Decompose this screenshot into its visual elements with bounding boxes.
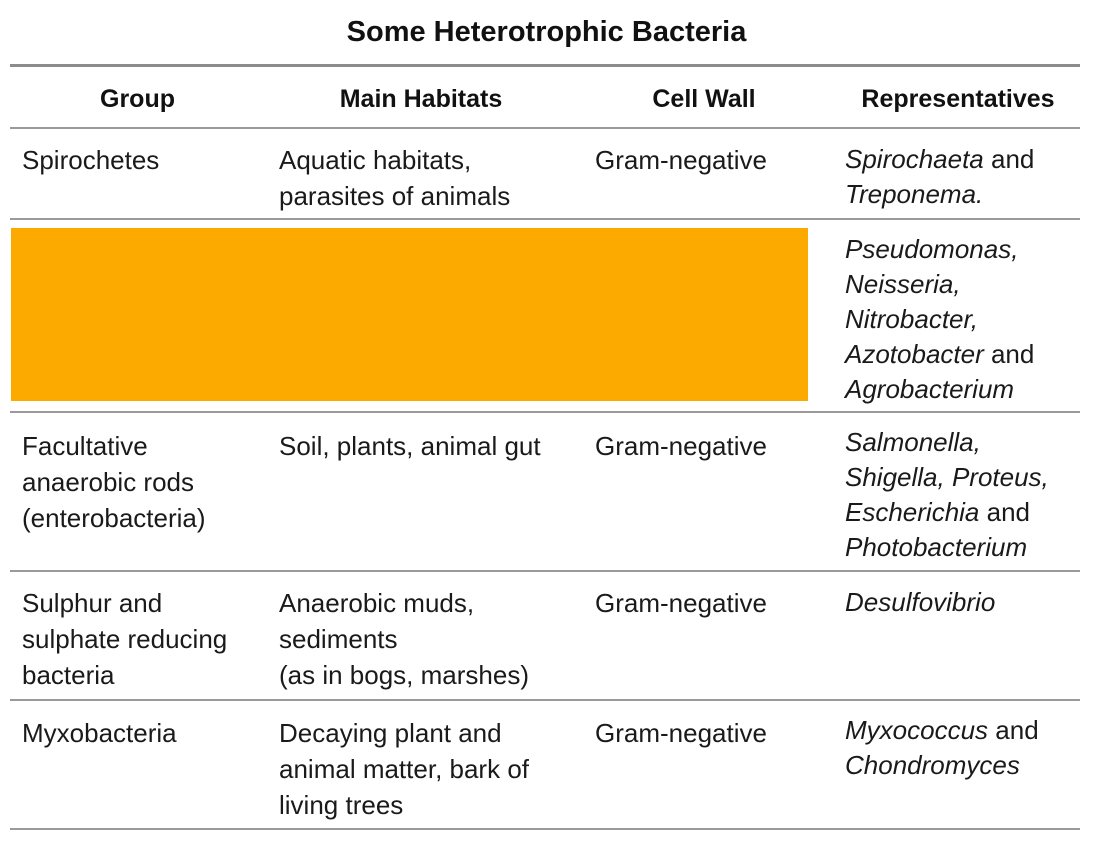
representative-text: and [990,339,1035,369]
cell-representatives [845,585,1080,620]
cell-representatives [845,713,1080,783]
representative-text: Pseudomonas, Neisseria, Nitrobacter, Azotobacter [845,234,1019,369]
cell-cell-wall: Gram-negative [595,431,767,461]
cell-representatives [845,425,1080,565]
cell-group: Sulphur and sulphate reducing bacteria [22,588,228,690]
bottom-rule [10,828,1080,830]
redaction-block [11,228,808,401]
table-title: Some Heterotrophic Bacteria [346,16,747,48]
representative-text: Photobacterium [845,532,1028,562]
cell-group: Facultative anaerobic rods (enterobacteria) [22,431,206,533]
cell-habitat: Decaying plant and animal matter, bark of living trees [279,718,529,820]
header-cell-wall: Cell Wall [652,85,756,113]
cell-representatives [845,142,1080,212]
row-rule [10,411,1080,413]
top-rule [10,64,1080,67]
row-rule [10,570,1080,572]
cell-group: Myxobacteria [22,718,177,748]
representative-text: and [990,144,1035,174]
header-representatives: Representatives [861,85,1055,113]
representative-text: Agrobacterium [845,374,1015,404]
header-main-habitats: Main Habitats [339,85,503,113]
representative-text: and [986,497,1031,527]
representative-text: Treponema. [845,179,984,209]
header-group: Group [100,85,175,113]
cell-cell-wall: Gram-negative [595,588,767,618]
row-rule [10,218,1080,220]
row-rule [10,699,1080,701]
cell-habitat: Soil, plants, animal gut [279,431,541,461]
cell-cell-wall: Gram-negative [595,718,767,748]
cell-group: Spirochetes [22,145,160,175]
cell-habitat: Aquatic habitats, parasites of animals [279,145,511,211]
cell-representatives [845,232,1080,407]
cell-cell-wall: Gram-negative [595,145,767,175]
representative-text: and [995,715,1039,745]
representative-text: Salmonella, Shigella, Proteus, Escherichia [845,427,1049,527]
cell-habitat: Anaerobic muds, sediments (as in bogs, marshes) [279,588,529,690]
representative-text: Myxococcus [845,715,989,745]
representative-text: Desulfovibrio [845,587,996,617]
representative-text: Chondromyces [845,750,1020,780]
representative-text: Spirochaeta [845,144,984,174]
header-rule [10,127,1080,129]
